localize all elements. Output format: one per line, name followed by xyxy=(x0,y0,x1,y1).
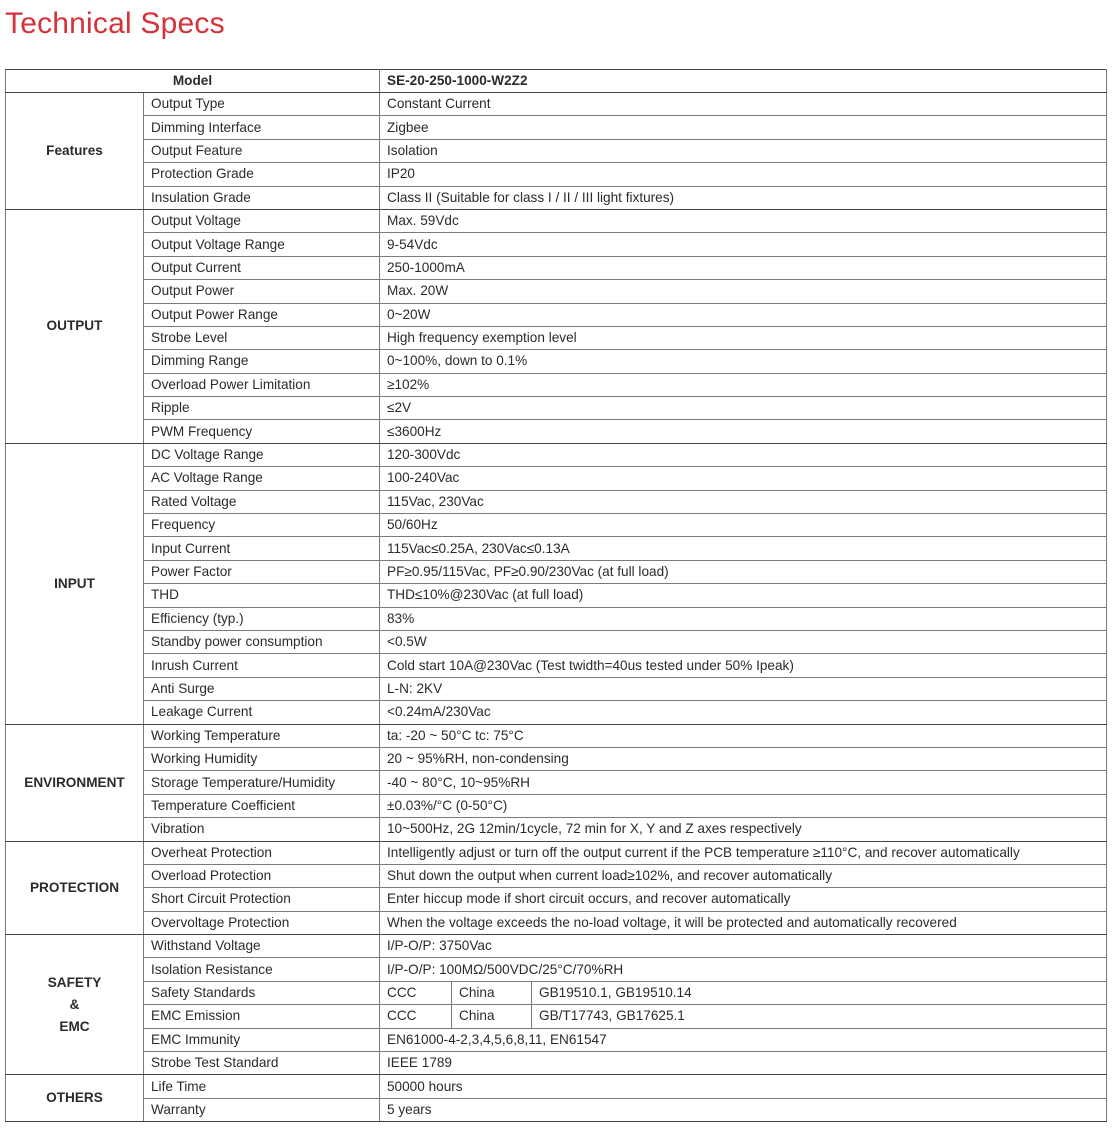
spec-label: Overload Power Limitation xyxy=(144,373,380,396)
spec-value: Class II (Suitable for class I / II / III light fixtures) xyxy=(380,186,1107,209)
section-label-line: OTHERS xyxy=(46,1090,103,1106)
spec-label: Temperature Coefficient xyxy=(144,794,380,817)
spec-label: Output Power xyxy=(144,280,380,303)
spec-row xyxy=(6,93,1107,116)
spec-label: Overvoltage Protection xyxy=(144,911,380,934)
spec-label: EMC Emission xyxy=(144,1005,380,1028)
spec-value: ±0.03%/°C (0-50°C) xyxy=(380,794,1107,817)
spec-label: Working Humidity xyxy=(144,747,380,770)
spec-value: 120-300Vdc xyxy=(380,443,1107,466)
section-label-line: INPUT xyxy=(54,575,95,591)
spec-sub-value: CCC xyxy=(380,1005,452,1028)
spec-row xyxy=(6,864,1107,887)
spec-row xyxy=(6,373,1107,396)
spec-row xyxy=(6,677,1107,700)
spec-label: Isolation Resistance xyxy=(144,958,380,981)
spec-value: 9-54Vdc xyxy=(380,233,1107,256)
spec-value: 10~500Hz, 2G 12min/1cycle, 72 min for X, Y and Z axes respectively xyxy=(380,818,1107,841)
section-label xyxy=(6,935,144,1075)
spec-row xyxy=(6,303,1107,326)
spec-value: PF≥0.95/115Vac, PF≥0.90/230Vac (at full load) xyxy=(380,560,1107,583)
spec-row xyxy=(6,935,1107,958)
spec-label: Safety Standards xyxy=(144,981,380,1004)
spec-value: ta: -20 ~ 50°C tc: 75°C xyxy=(380,724,1107,747)
spec-label: Anti Surge xyxy=(144,677,380,700)
spec-row xyxy=(6,841,1107,864)
spec-value: Cold start 10A@230Vac (Test twidth=40us tested under 50% Ipeak) xyxy=(380,654,1107,677)
spec-value: -40 ~ 80°C, 10~95%RH xyxy=(380,771,1107,794)
spec-label: Standby power consumption xyxy=(144,630,380,653)
spec-row xyxy=(6,607,1107,630)
spec-row xyxy=(6,209,1107,232)
spec-row xyxy=(6,397,1107,420)
spec-label: Leakage Current xyxy=(144,701,380,724)
model-label: Model xyxy=(6,70,380,93)
page-title: Technical Specs xyxy=(5,7,225,40)
spec-label: Short Circuit Protection xyxy=(144,888,380,911)
spec-row xyxy=(6,420,1107,443)
spec-row xyxy=(6,1075,1107,1098)
spec-label: Input Current xyxy=(144,537,380,560)
spec-value: EN61000-4-2,3,4,5,6,8,11, EN61547 xyxy=(380,1028,1107,1051)
spec-label: Output Voltage Range xyxy=(144,233,380,256)
model-row xyxy=(6,70,1107,93)
spec-row xyxy=(6,163,1107,186)
spec-sub-value: China xyxy=(452,981,532,1004)
spec-row xyxy=(6,911,1107,934)
spec-value: 0~100%, down to 0.1% xyxy=(380,350,1107,373)
spec-row xyxy=(6,1098,1107,1121)
spec-value: <0.5W xyxy=(380,630,1107,653)
spec-sub-value: CCC xyxy=(380,981,452,1004)
spec-row xyxy=(6,186,1107,209)
spec-label: Storage Temperature/Humidity xyxy=(144,771,380,794)
spec-value: Constant Current xyxy=(380,93,1107,116)
spec-value: <0.24mA/230Vac xyxy=(380,701,1107,724)
spec-label: Output Current xyxy=(144,256,380,279)
spec-row xyxy=(6,514,1107,537)
spec-value: 5 years xyxy=(380,1098,1107,1121)
spec-value: 115Vac, 230Vac xyxy=(380,490,1107,513)
spec-value: 50/60Hz xyxy=(380,514,1107,537)
spec-sub-value: China xyxy=(452,1005,532,1028)
spec-row xyxy=(6,1028,1107,1051)
spec-label: Strobe Test Standard xyxy=(144,1052,380,1075)
spec-value: 250-1000mA xyxy=(380,256,1107,279)
spec-row xyxy=(6,233,1107,256)
spec-label: Overheat Protection xyxy=(144,841,380,864)
spec-label: Insulation Grade xyxy=(144,186,380,209)
spec-row xyxy=(6,1052,1107,1075)
spec-label: Working Temperature xyxy=(144,724,380,747)
section-label-line: ENVIRONMENT xyxy=(24,774,125,790)
spec-row xyxy=(6,326,1107,349)
section-label-line: PROTECTION xyxy=(29,879,120,895)
spec-row xyxy=(6,584,1107,607)
spec-row xyxy=(6,981,1107,1004)
section-label-line: OUTPUT xyxy=(46,318,103,334)
spec-value: Max. 59Vdc xyxy=(380,209,1107,232)
spec-row xyxy=(6,116,1107,139)
spec-label: Efficiency (typ.) xyxy=(144,607,380,630)
spec-row xyxy=(6,280,1107,303)
spec-value: When the voltage exceeds the no-load voltage, it will be protected and automatically recovered xyxy=(380,911,1107,934)
section-label-line: EMC xyxy=(59,1018,90,1034)
spec-value: Zigbee xyxy=(380,116,1107,139)
spec-row xyxy=(6,560,1107,583)
spec-sub-value: GB19510.1, GB19510.14 xyxy=(532,981,1107,1004)
spec-label: Withstand Voltage xyxy=(144,935,380,958)
spec-value: Isolation xyxy=(380,139,1107,162)
spec-label: DC Voltage Range xyxy=(144,443,380,466)
spec-label: Ripple xyxy=(144,397,380,420)
section-label xyxy=(6,841,144,935)
spec-value: 115Vac≤0.25A, 230Vac≤0.13A xyxy=(380,537,1107,560)
spec-row xyxy=(6,1005,1107,1028)
spec-row xyxy=(6,747,1107,770)
spec-sub-value: GB/T17743, GB17625.1 xyxy=(532,1005,1107,1028)
spec-label: Frequency xyxy=(144,514,380,537)
section-label xyxy=(6,443,144,724)
spec-value: IEEE 1789 xyxy=(380,1052,1107,1075)
spec-label: EMC Immunity xyxy=(144,1028,380,1051)
section-label xyxy=(6,1075,144,1122)
spec-label: Power Factor xyxy=(144,560,380,583)
spec-table xyxy=(5,69,1107,1122)
spec-label: Inrush Current xyxy=(144,654,380,677)
model-value: SE-20-250-1000-W2Z2 xyxy=(380,70,1107,93)
spec-label: Overload Protection xyxy=(144,864,380,887)
spec-row xyxy=(6,350,1107,373)
section-label-line: Features xyxy=(46,142,103,158)
spec-row xyxy=(6,888,1107,911)
spec-value: I/P-O/P: 3750Vac xyxy=(380,935,1107,958)
section-label xyxy=(6,724,144,841)
spec-row xyxy=(6,794,1107,817)
spec-row xyxy=(6,630,1107,653)
spec-label: Output Feature xyxy=(144,139,380,162)
spec-label: Output Voltage xyxy=(144,209,380,232)
spec-row xyxy=(6,490,1107,513)
spec-value: 83% xyxy=(380,607,1107,630)
section-label-line: SAFETY xyxy=(47,974,102,990)
spec-value: Intelligently adjust or turn off the output current if the PCB temperature ≥110°C, and recover automatically xyxy=(380,841,1107,864)
spec-value: 100-240Vac xyxy=(380,467,1107,490)
spec-row xyxy=(6,724,1107,747)
spec-value: L-N: 2KV xyxy=(380,677,1107,700)
spec-value: THD≤10%@230Vac (at full load) xyxy=(380,584,1107,607)
spec-label: Protection Grade xyxy=(144,163,380,186)
spec-value: ≤3600Hz xyxy=(380,420,1107,443)
spec-value: Enter hiccup mode if short circuit occurs, and recover automatically xyxy=(380,888,1107,911)
spec-label: Dimming Interface xyxy=(144,116,380,139)
spec-row xyxy=(6,958,1107,981)
spec-row xyxy=(6,443,1107,466)
spec-row xyxy=(6,818,1107,841)
section-label xyxy=(6,209,144,443)
spec-value: IP20 xyxy=(380,163,1107,186)
spec-value: High frequency exemption level xyxy=(380,326,1107,349)
spec-row xyxy=(6,771,1107,794)
spec-row xyxy=(6,256,1107,279)
spec-value: I/P-O/P: 100MΩ/500VDC/25°C/70%RH xyxy=(380,958,1107,981)
section-label xyxy=(6,93,144,210)
section-label-line: & xyxy=(69,996,80,1012)
spec-value: Max. 20W xyxy=(380,280,1107,303)
spec-value: ≤2V xyxy=(380,397,1107,420)
spec-label: Rated Voltage xyxy=(144,490,380,513)
spec-row xyxy=(6,701,1107,724)
spec-row xyxy=(6,467,1107,490)
spec-label: Life Time xyxy=(144,1075,380,1098)
spec-label: Dimming Range xyxy=(144,350,380,373)
spec-value: ≥102% xyxy=(380,373,1107,396)
spec-value: Shut down the output when current load≥102%, and recover automatically xyxy=(380,864,1107,887)
spec-label: Vibration xyxy=(144,818,380,841)
spec-label: AC Voltage Range xyxy=(144,467,380,490)
spec-label: Warranty xyxy=(144,1098,380,1121)
spec-label: Strobe Level xyxy=(144,326,380,349)
spec-label: Output Power Range xyxy=(144,303,380,326)
spec-label: Output Type xyxy=(144,93,380,116)
spec-row xyxy=(6,139,1107,162)
spec-row xyxy=(6,537,1107,560)
spec-value: 0~20W xyxy=(380,303,1107,326)
spec-label: THD xyxy=(144,584,380,607)
spec-value: 50000 hours xyxy=(380,1075,1107,1098)
spec-row xyxy=(6,654,1107,677)
spec-value: 20 ~ 95%RH, non-condensing xyxy=(380,747,1107,770)
spec-label: PWM Frequency xyxy=(144,420,380,443)
